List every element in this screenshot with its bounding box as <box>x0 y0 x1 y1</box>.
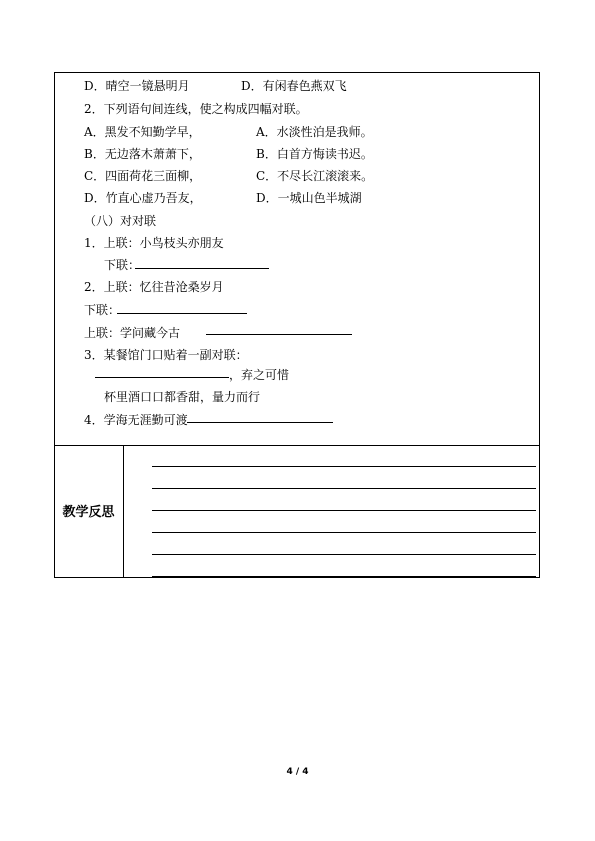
reflection-line[interactable] <box>152 554 536 555</box>
couplet-3-line1-tail: ，弃之可惜 <box>229 368 290 382</box>
q2-right-d: D．一城山色半城湖 <box>256 191 362 205</box>
couplet-3-stem: 3．某餐馆门口贴着一副对联： <box>84 348 248 362</box>
couplet-2-answer-blank[interactable] <box>117 313 247 314</box>
couplet-2-upper: 2．上联：忆往昔沧桑岁月 <box>84 280 224 294</box>
q2-left-c: C．四面荷花三面柳， <box>84 169 202 183</box>
q2-left-d: D．竹直心虚乃吾友， <box>84 191 202 205</box>
couplet-1-upper: 1．上联：小鸟枝头亦朋友 <box>84 236 224 250</box>
couplet-3-line2: 杯里酒口口都香甜，量力而行 <box>104 390 261 404</box>
option-d-left: D．晴空一镜悬明月 <box>84 79 190 93</box>
couplet-1-lower-label: 下联： <box>104 258 141 272</box>
page-number: 4 / 4 <box>286 767 309 777</box>
couplet-2b-upper: 上联：学问藏今古 <box>84 326 181 340</box>
teaching-reflection-label: 教学反思 <box>62 505 115 520</box>
couplet-4-answer-blank[interactable] <box>187 422 333 423</box>
couplet-2-lower-label: 下联： <box>84 303 121 317</box>
q2-left-a: A．黑发不知勤学早， <box>84 125 201 139</box>
couplet-4-upper: 4．学海无涯勤可渡 <box>84 413 188 427</box>
option-d-right: D．有闲春色燕双飞 <box>241 79 347 93</box>
q2-left-b: B．无边落木萧萧下， <box>84 147 201 161</box>
reflection-line[interactable] <box>152 466 536 467</box>
table-column-divider <box>123 445 124 578</box>
reflection-line[interactable] <box>152 510 536 511</box>
couplet-2b-answer-blank[interactable] <box>206 334 352 335</box>
section-8-heading: （八）对对联 <box>84 214 157 228</box>
question-2-stem: 2．下列语句间连线，使之构成四幅对联。 <box>84 102 308 116</box>
q2-right-b: B．白首方悔读书迟。 <box>256 147 373 161</box>
q2-right-a: A．水淡性泊是我师。 <box>256 125 373 139</box>
couplet-3-answer-blank[interactable] <box>95 377 229 378</box>
table-row-divider <box>54 445 540 446</box>
reflection-line[interactable] <box>152 532 536 533</box>
reflection-line[interactable] <box>152 576 536 577</box>
couplet-1-answer-blank[interactable] <box>135 268 269 269</box>
reflection-line[interactable] <box>152 488 536 489</box>
q2-right-c: C．不尽长江滚滚来。 <box>256 169 374 183</box>
